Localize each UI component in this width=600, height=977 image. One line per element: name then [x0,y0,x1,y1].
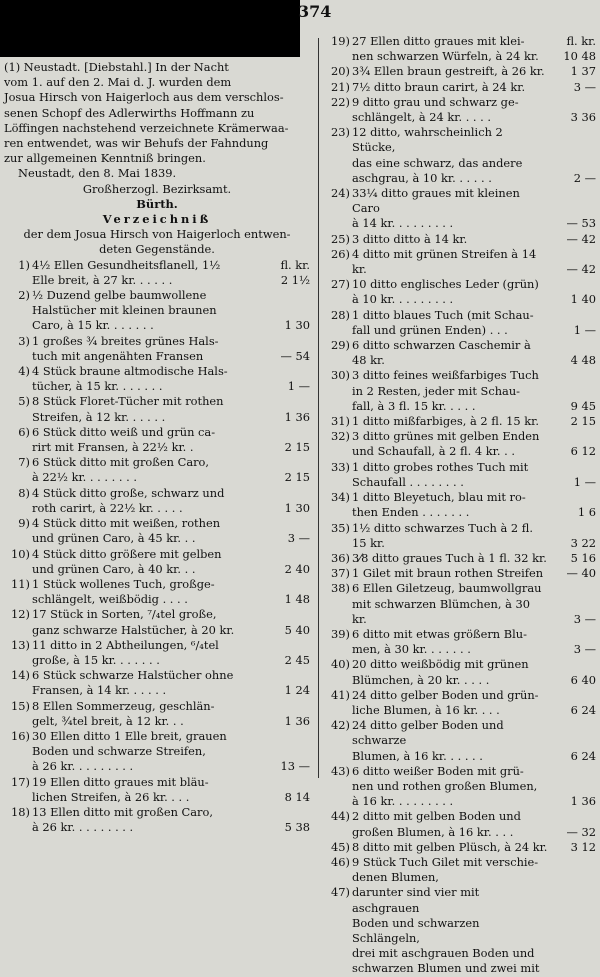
goods-entry [324,855,596,885]
entry-description: 6 ditto weißer Boden mit grü- nen und rothen großen Blumen, à 16 kr. . . . . . . . . [352,763,538,809]
goods-entry [324,627,596,657]
entry-number: 35) [331,520,350,535]
entry-number: 17) [11,774,30,789]
column-divider [318,38,319,778]
entry-price: — 42 [566,231,596,246]
notice-line: (1) Neustadt. [Diebstahl.] In der Nacht [4,60,229,74]
entry-price: 2 40 [284,561,310,576]
entry-price: 1 30 [284,500,310,515]
goods-entry [324,521,596,551]
entry-number: 7) [18,455,30,470]
goods-entry [324,566,596,581]
entry-number: 10) [11,546,30,561]
notice-line: Löffingen nachstehend verzeichnete Krämerwaa- [4,120,289,135]
goods-entry [4,425,310,455]
goods-entry [4,638,310,668]
goods-entry [324,247,596,277]
goods-entry [324,581,596,627]
entry-number: 33) [331,459,350,474]
entry-price: — 40 [566,566,596,581]
list-subtitle: der dem Josua Hirsch von Haigerloch entwen- deten Gegenstände. [23,227,291,257]
entry-price: 9 45 [570,398,596,413]
entry-price: 3 36 [570,110,596,125]
entry-description: 1 ditto grobes rothes Tuch mit Schaufall . . . . . . . . [352,459,529,489]
left-column [4,60,310,835]
entry-number: 14) [11,668,30,683]
goods-entry [324,368,596,414]
goods-entry [324,885,596,976]
entry-description: 30 Ellen ditto 1 Elle breit, grauen Boden und schwarze Streifen, à 26 kr. . . . . . . . . [32,728,227,774]
entry-number: 26) [331,246,350,261]
entry-number: 32) [331,429,350,444]
entry-number: 23) [331,125,350,140]
entry-number: 19) [331,34,350,48]
place-date: Neustadt, den 8. Mai 1839. [18,166,177,181]
goods-list-left [4,258,310,836]
entry-number: 16) [11,728,30,743]
goods-entry [4,668,310,698]
entry-number: 44) [331,809,350,824]
entry-description: 24 ditto gelber Boden und schwarze Blumen, à 16 kr. . . . . . [352,718,504,763]
entry-description: 19 Ellen ditto graues mit bläu- lichen Streifen, à 26 kr. . . . [32,774,209,804]
notice-line: ren entwendet, was wir Behufs der Fahndung [4,136,269,151]
entry-description: 3⁄8 ditto graues Tuch à 1 fl. 32 kr. [352,550,547,565]
notice-line: Josua Hirsch von Haigerloch aus dem verschlos- [4,90,284,105]
entry-description: 1½ ditto schwarzes Tuch à 2 fl. 15 kr. [352,520,533,550]
entry-price: 5 16 [570,550,596,565]
goods-entry [324,186,596,232]
entry-number: 15) [11,698,30,713]
entry-price: 2 — [573,170,596,185]
list-title: Verzeichniß [102,212,212,227]
goods-list-right [324,34,596,977]
entry-price: — 42 [566,262,596,277]
entry-number: 30) [331,368,350,383]
entry-description: 17 Stück in Sorten, ⁷/₄tel große, ganz schwarze Halstücher, à 20 kr. [32,607,235,637]
entry-number: 22) [331,94,350,109]
entry-description: 2 ditto mit gelben Boden und großen Blumen, à 16 kr. . . . [352,809,521,839]
goods-entry [324,688,596,718]
entry-description: 20 ditto weißbödig mit grünen Blümchen, à 20 kr. . . . . [352,657,529,687]
goods-entry [324,809,596,839]
goods-entry [324,232,596,247]
entry-number: 28) [331,307,350,322]
goods-entry [324,657,596,687]
entry-number: 31) [331,414,350,429]
goods-entry [4,455,310,485]
entry-description: 27 Ellen ditto graues mit klei- nen schwarzen Würfeln, à 24 kr. [352,34,539,64]
entry-price: 2 15 [284,470,310,485]
entry-price: 5 40 [284,622,310,637]
entry-price: 1 30 [284,318,310,333]
entry-description: 6 Stück ditto mit großen Caro, à 22½ kr. . . . . . . . [32,455,210,485]
entry-price: — 32 [566,824,596,839]
entry-number: 36) [331,550,350,565]
goods-entry [324,125,596,186]
goods-entry [4,516,310,546]
entry-price: 1 6 [577,505,596,520]
right-column [324,34,596,977]
entry-description: 8 ditto mit gelben Plüsch, à 24 kr. [352,839,548,854]
entry-price: fl. kr. 2 1½ [280,257,310,287]
goods-entry [4,394,310,424]
entry-description: 4 Stück ditto mit weißen, rothen und grünen Caro, à 45 kr. . . [32,516,221,546]
entry-price: — 54 [280,348,310,363]
entry-description: 8 Stück Floret-Tücher mit rothen Streifen, à 12 kr. . . . . . [32,394,224,424]
entry-number: 21) [331,79,350,94]
entry-number: 12) [11,607,30,622]
entry-number: 37) [331,566,350,581]
entry-price: 6 24 [570,702,596,717]
entry-description: 4 Stück ditto größere mit gelben und grünen Caro, à 40 kr. . . [32,546,222,576]
theft-notice [4,60,310,258]
entry-description: 3¾ Ellen braun gestreift, à 26 kr. [352,64,545,79]
entry-number: 34) [331,490,350,505]
entry-description: 33¼ ditto graues mit kleinen Caro à 14 kr. . . . . . . . . [352,186,520,231]
signature: Bürth. [136,196,178,211]
entry-price: fl. kr. 10 48 [563,34,596,64]
entry-description: 4½ Ellen Gesundheitsflanell, 1½ Elle breit, à 27 kr. . . . . . [32,257,221,287]
notice-line: senen Schopf des Adlerwirths Hoffmann zu [4,105,255,120]
goods-entry [4,577,310,607]
entry-price: 1 40 [570,292,596,307]
entry-price: 1 — [287,379,310,394]
goods-entry [324,551,596,566]
goods-entry [4,258,310,288]
entry-number: 42) [331,718,350,733]
entry-number: 27) [331,277,350,292]
goods-entry [4,805,310,835]
entry-price: 2 15 [284,440,310,455]
goods-entry [4,699,310,729]
entry-price: 6 24 [570,748,596,763]
entry-number: 1) [18,257,30,272]
entry-description: 3 ditto ditto à 14 kr. [352,231,468,246]
entry-description: 6 Ellen Giletzeug, baumwollgrau mit schwarzen Blümchen, à 30 kr. [352,581,542,626]
entry-description: 4 Stück ditto große, schwarz und roth carirt, à 22½ kr. . . . . [32,485,225,515]
goods-entry [4,334,310,364]
scan-black-corner [0,0,300,57]
entry-price: 6 12 [570,444,596,459]
goods-entry [4,729,310,775]
page-number: 374 [298,2,332,21]
goods-entry [324,840,596,855]
notice-line: vom 1. auf den 2. Mai d. J. wurden dem [4,75,232,90]
entry-description: 6 ditto schwarzen Caschemir à 48 kr. [352,338,531,368]
entry-price: 1 — [573,322,596,337]
entry-description: 24 ditto gelber Boden und grün- liche Blumen, à 16 kr. . . . [352,687,539,717]
entry-description: 1 ditto mißfarbiges, à 2 fl. 15 kr. [352,414,539,429]
goods-entry [324,718,596,764]
entry-price: 1 24 [284,683,310,698]
entry-number: 6) [18,424,30,439]
entry-price: 3 — [573,642,596,657]
notice-line: zur allgemeinen Kenntniß bringen. [4,151,206,166]
entry-number: 43) [331,763,350,778]
entry-price: 1 — [573,474,596,489]
entry-number: 39) [331,626,350,641]
entry-number: 5) [18,394,30,409]
entry-description: 3 ditto grünes mit gelben Enden und Schaufall, à 2 fl. 4 kr. . . [352,429,540,459]
goods-entry [4,607,310,637]
goods-entry [324,414,596,429]
entry-description: 11 ditto in 2 Abtheilungen, ⁶/₄tel große, à 15 kr. . . . . . . [32,637,219,667]
entry-number: 9) [18,516,30,531]
entry-description: 1 ditto blaues Tuch (mit Schau- fall und grünen Enden) . . . [352,307,534,337]
goods-entry [324,338,596,368]
entry-description: 12 ditto, wahrscheinlich 2 Stücke, das eine schwarz, das andere aschgrau, à 10 kr. . . . . . [352,125,523,185]
entry-price: 1 37 [570,64,596,79]
goods-entry [324,34,596,64]
entry-price: 5 38 [284,820,310,835]
entry-description: 3 ditto feines weißfarbiges Tuch in 2 Resten, jeder mit Schau- fall, à 3 fl. 15 kr. . . . . [352,368,539,413]
entry-price: 2 45 [284,652,310,667]
entry-description: ½ Duzend gelbe baumwollene Halstücher mit kleinen braunen Caro, à 15 kr. . . . . . . [32,288,217,333]
entry-price: 6 40 [570,672,596,687]
entry-number: 3) [18,333,30,348]
goods-entry [324,308,596,338]
entry-number: 25) [331,231,350,246]
goods-entry [324,80,596,95]
entry-price: 1 36 [284,409,310,424]
entry-number: 38) [331,581,350,596]
entry-number: 13) [11,637,30,652]
entry-number: 40) [331,657,350,672]
entry-number: 45) [331,839,350,854]
goods-entry [4,486,310,516]
entry-description: 1 Stück wollenes Tuch, großge- schlängelt, weißbödig . . . . [32,576,215,607]
entry-number: 18) [11,804,30,819]
entry-number: 4) [18,364,30,379]
goods-entry [4,547,310,577]
entry-number: 2) [18,288,30,303]
goods-entry [324,277,596,307]
entry-price: 2 15 [570,414,596,429]
entry-number: 41) [331,687,350,702]
entry-price: 3 — [287,531,310,546]
entry-price: 1 36 [284,713,310,728]
entry-number: 11) [11,576,30,591]
entry-description: 1 ditto Bleyetuch, blau mit ro- then Enden . . . . . . . [352,490,526,520]
entry-description: 1 Gilet mit braun rothen Streifen [352,566,544,581]
entry-number: 47) [331,885,350,900]
entry-price: 8 14 [284,789,310,804]
entry-description: 13 Ellen ditto mit großen Caro, à 26 kr. . . . . . . . . [32,804,213,835]
entry-number: 20) [331,64,350,79]
entry-description: 4 ditto mit grünen Streifen à 14 kr. [352,246,537,277]
entry-price: 3 — [573,611,596,626]
goods-entry [4,288,310,334]
entry-number: 46) [331,854,350,869]
entry-price: — 53 [566,216,596,231]
entry-description: 6 Stück ditto weiß und grün ca- rirt mit Fransen, à 22½ kr. . [32,424,216,455]
entry-description: 10 ditto englisches Leder (grün) à 10 kr. . . . . . . . . [352,277,539,307]
goods-entry [324,64,596,79]
entry-description: 6 ditto mit etwas größern Blu- men, à 30 kr. . . . . . . [352,626,527,657]
entry-price: 1 48 [284,592,310,607]
issuing-authority: Großherzogl. Bezirksamt. [82,181,232,196]
entry-price: 1 36 [570,794,596,809]
entry-description: 4 Stück braune altmodische Hals- tücher, à 15 kr. . . . . . . [32,364,228,394]
goods-entry [4,364,310,394]
entry-price: 3 12 [570,839,596,854]
entry-description: 9 Stück Tuch Gilet mit verschie- denen Blumen, [352,854,539,885]
goods-entry [324,460,596,490]
goods-entry [324,490,596,520]
entry-description: 6 Stück schwarze Halstücher ohne Fransen, à 14 kr. . . . . . [32,668,234,698]
entry-description: 9 ditto grau und schwarz ge- schlängelt, à 24 kr. . . . . [352,94,519,125]
entry-description: 7½ ditto braun carirt, à 24 kr. [352,79,526,94]
goods-entry [324,95,596,125]
entry-description: 8 Ellen Sommerzeug, geschlän- gelt, ¾tel breit, à 12 kr. . . [32,698,215,728]
entry-number: 8) [18,485,30,500]
entry-number: 24) [331,186,350,201]
entry-number: 29) [331,338,350,353]
goods-entry [324,764,596,810]
entry-description: darunter sind vier mit aschgrauen Boden und schwarzen Schlängeln, drei mit aschgrauen Boden und schwarzen Blumen und zwei mit [352,885,540,976]
goods-entry [324,429,596,459]
goods-entry [4,775,310,805]
entry-description: 1 großes ¾ breites grünes Hals- tuch mit angenähten Fransen [32,333,219,363]
entry-price: 3 22 [570,535,596,550]
entry-price: 4 48 [570,353,596,368]
entry-price: 3 — [573,79,596,94]
entry-price: 13 — [280,759,310,774]
